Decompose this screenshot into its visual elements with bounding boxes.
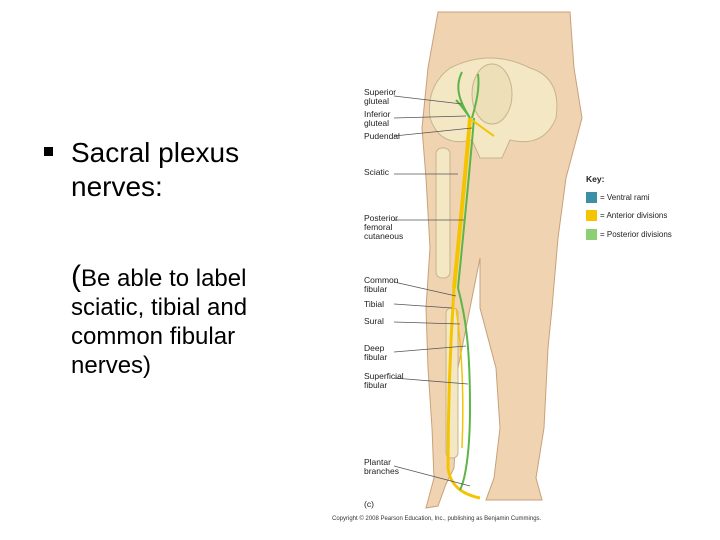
plantar-branches-label: Plantar branches [364, 457, 399, 476]
bullet-text: Sacral plexus nerves: [71, 137, 240, 202]
instruction-note [71, 262, 301, 380]
key-title: Key: [586, 174, 605, 184]
pudendal-label: Pudendal [364, 131, 400, 141]
panel-letter: (c) [364, 499, 374, 509]
copyright-notice: Copyright © 2008 Pearson Education, Inc., publishing as Benjamin Cummings. [332, 516, 542, 522]
posterior-femoral-cutaneous-label: Posterior femoral cutaneous [364, 213, 404, 241]
key-item-anterior-divisions: = Anterior divisions [586, 210, 667, 221]
note-rest: sciatic, tibial and common fibular nerves) [71, 294, 248, 379]
key-item-posterior-divisions: = Posterior divisions [586, 229, 672, 240]
posterior-divisions-swatch [586, 229, 597, 240]
tibial-label: Tibial [364, 299, 384, 309]
note-open-paren: ( [71, 260, 81, 293]
superficial-fibular-label: Superficial fibular [364, 371, 404, 390]
bullet-block [44, 136, 334, 204]
bullet-item [44, 136, 334, 204]
inferior-gluteal-label: Inferior gluteal [364, 109, 391, 128]
deep-fibular-label: Deep fibular [364, 343, 388, 362]
key-item-ventral-rami: = Ventral rami [586, 192, 650, 203]
anterior-divisions-swatch [586, 210, 597, 221]
sciatic-label: Sciatic [364, 167, 390, 177]
common-fibular-label: Common fibular [364, 275, 399, 294]
bullet-square-icon [44, 147, 53, 156]
note-first-line: Be able to label [81, 265, 247, 292]
femur-bone [436, 148, 450, 278]
leg-illustration [330, 8, 720, 528]
sacral-plexus-figure [330, 8, 720, 528]
ventral-rami-swatch [586, 192, 597, 203]
sural-label: Sural [364, 316, 384, 326]
superior-gluteal-label: Superior gluteal [364, 87, 397, 106]
